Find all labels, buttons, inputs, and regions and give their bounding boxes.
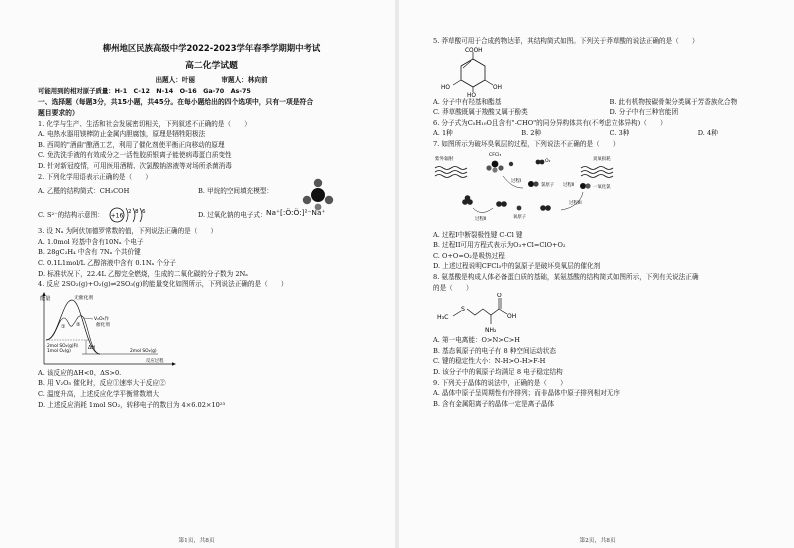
option-d: D. 上述反应消耗 1mol SO₂，转移电子的数目为 4×6.02×10²³ (38, 400, 226, 409)
shell-3: 6 (142, 209, 146, 216)
page-2-content (433, 36, 786, 409)
page-gutter (395, 0, 399, 548)
question-stem: 8. 氨基酸是构成人体必备蛋白质的基础，某氨基酸的结构简式如图所示，下列有关说法正确 (433, 272, 699, 281)
question-stem: 6. 分子式为C₅H₁₀O且含有"-CHO"的同分异构体共有(不考虑立体异构)（ ） (433, 118, 667, 127)
page-1-footer: 第1页，共8页 (178, 538, 215, 544)
option-d: D. 过氧化钠的电子式： (198, 211, 267, 220)
question-4 (38, 279, 385, 410)
question-6 (433, 118, 786, 139)
s-label: S (461, 306, 465, 314)
reactant-label-2: 1mol O₂(g) (47, 348, 71, 354)
option-a: A. 电热水器用镁棒防止金属内胆腐蚀，原理是牺牲阳极法 (38, 130, 206, 139)
option-a: A. 分子中有羟基和酯基 (433, 97, 502, 106)
option-b: B. 过程II可用方程式表示为O₃+Cl=ClO+O₂ (433, 241, 566, 250)
option-a: A. 第一电离能：O>N>C>H (433, 336, 521, 345)
subject-title: 高二化学试题 (185, 61, 238, 71)
dh-label: ΔH (88, 345, 95, 351)
question-5 (433, 36, 786, 118)
energy-profile-diagram (38, 290, 178, 368)
question-9 (433, 378, 786, 410)
question-3 (38, 226, 385, 279)
page-1 (0, 0, 393, 548)
authors-line: 出题人：叶丽 审题人：林向前 (155, 76, 268, 84)
amino-acid-structure (433, 293, 563, 335)
question-stem: 3. 设 Nₐ 为阿伏加德罗常数的值，下列说法正确的是（ ） (38, 227, 218, 236)
option-b: B. 此有机物按碳骨架分类属于芳香族化合物 (609, 97, 738, 106)
sulfide-ion-diagram (108, 206, 152, 224)
cooh-label: COOH (465, 47, 483, 54)
section-heading: 一、选择题（每题3分，共15小题，共45分。在每小题给出的四个选项中，只有一项是符合 (38, 97, 314, 106)
page-1-content (38, 12, 385, 410)
shell-2: 8 (135, 209, 139, 216)
option-d: D. 标准状况下，22.4L 乙醇完全燃烧，生成的二氧化碳的分子数为 2Nₐ (38, 269, 248, 278)
option-d: D. 4种 (697, 129, 718, 138)
question-stem-cont: 的是（ ） (433, 283, 473, 292)
chlorine-atom-label: 氯原子 (541, 182, 555, 188)
oxygen-atom-label: 氧原子 (513, 214, 527, 220)
option-b: B. 用 V₂O₅ 催化时，反应①速率大于反应② (38, 379, 166, 388)
o-label: O (497, 293, 502, 300)
y-axis-label: 能量 (40, 295, 51, 302)
option-c: C. S²⁻的结构示意图： (38, 211, 104, 220)
circle-1: ① (61, 323, 66, 330)
question-1 (38, 119, 385, 172)
option-b: B. 甲烷的空间填充模型： (198, 187, 273, 196)
oh-label: OH (493, 84, 502, 91)
sodium-peroxide-formula: Na⁺[:Ö:Ö:]²⁻Na⁺ (266, 208, 326, 218)
x-axis-label: 反应过程 (146, 358, 164, 364)
question-8 (433, 272, 786, 378)
methane-model-image (300, 176, 336, 212)
option-d: D. 该分子中的氧原子均满足 8 电子稳定结构 (433, 367, 563, 376)
option-c: C. 免洗洗手液的有效成分之一活性胶质银离子能使病毒蛋白质变性 (38, 151, 232, 160)
ozone-depletion-diagram (433, 150, 623, 230)
page-2 (401, 0, 794, 548)
product-label: 2mol SO₃(g) (130, 348, 157, 354)
option-b: B. 西周的"酒曲"酿酒工艺，利用了催化剂使平衡正向移动的原理 (38, 140, 225, 149)
option-b: B. 含有金属阳离子的晶体一定是离子晶体 (433, 399, 555, 408)
question-stem: 7. 如图所示为破坏臭氧层的过程，下列说法不正确的是（ ） (433, 139, 620, 148)
ho-label-2: HO (467, 92, 476, 97)
question-stem: 5. 莽草酸可用于合成药物达菲，其结构简式如图。下列关于莽草酸的说法正确的是（ ） (433, 37, 699, 45)
cfcl3-label: CFCl₃ (489, 152, 502, 158)
option-c: C. 莽草酸既属于羧酸又属于酚类 (433, 108, 528, 117)
nh2-label: NH₂ (485, 327, 497, 335)
process-1-label: 过程I (511, 178, 522, 184)
option-c: C. O+O=O₂是吸热过程 (433, 251, 505, 260)
no-catalyst-label: 无催化剂 (74, 295, 94, 301)
o2-label: O₂ (545, 158, 551, 164)
oh-label: OH (507, 313, 517, 321)
option-b: B. 28gC₂H₄ 中含有 7Nₐ 个共价键 (38, 248, 141, 257)
option-a: A. 晶体中原子呈周期性有序排列；而非晶体中原子排列相对无序 (433, 389, 620, 398)
question-7 (433, 139, 786, 272)
option-c: C. 温度升高，上述反应化学平衡常数增大 (38, 389, 160, 398)
question-stem: 2. 下列化学用语表示正确的是（ ） (38, 172, 152, 181)
question-stem: 4. 反应 2SO₂(g)+O₂(g)⇌2SO₃(g)的能量变化如图所示，下列说法正确的是（ ） (38, 280, 288, 289)
reactant-label: 2mol SO₂(g)和 (47, 343, 78, 349)
circle-2: ② (76, 321, 81, 328)
ho-label-1: HO (441, 84, 450, 91)
option-a: A. 过程I中断裂极性键 C-Cl 键 (433, 230, 523, 239)
process-2-label: 过程II (563, 182, 575, 188)
option-a: A. 1种 (433, 129, 453, 138)
school-title: 柳州地区民族高级中学2022-2023学年春季学期期中考试 (102, 43, 321, 53)
uv-label: 紫外辐射 (435, 156, 454, 162)
option-a: A. 乙醛的结构简式：CH₃COH (38, 187, 130, 196)
option-d: D. 针对新冠疫情，可用医用酒精、次氯酸钠溶液等对场所杀菌消毒 (38, 161, 232, 170)
shell-1: 2 (128, 209, 132, 216)
shikimic-acid-structure (433, 47, 523, 97)
ozone-loss-label: 臭氧损耗 (593, 156, 611, 162)
option-c: C. 键的稳定性大小：N-H>O-H>F-H (433, 357, 546, 366)
option-d: D. 上述过程说明CFCl₃中的氯原子是破坏臭氧层的催化剂 (433, 262, 601, 271)
option-b: B. 基态氧原子的电子有 8 种空间运动状态 (433, 346, 556, 355)
chlorine-monoxide-label: 一氧化氯 (593, 184, 611, 190)
option-a: A. 该反应的ΔH<0、ΔS>0. (38, 368, 122, 377)
h3c-label: H₃C (437, 314, 449, 322)
page-2-footer: 第2页，共8页 (579, 538, 616, 544)
option-d: D. 分子中有三种官能团 (609, 108, 679, 117)
option-b: B. 2种 (521, 129, 542, 138)
catalyst-label-2: 催化剂 (96, 322, 110, 328)
process-2-label-b: 过程II (475, 216, 487, 222)
question-2 (38, 172, 385, 227)
nucleus-charge: +16 (110, 212, 124, 220)
catalyst-label: V₂O₅作 (94, 316, 110, 322)
question-stem: 1. 化学与生产、生活和社会发展密切相关，下列叙述不正确的是（ ） (38, 119, 251, 128)
section-heading-cont: 题目要求的） (38, 108, 79, 117)
option-a: A. 1.0mol 羟基中含有10Nₐ 个电子 (38, 237, 144, 246)
option-c: C. 0.1L1mol/L 乙醇溶液中含有 0.1Nₐ 个分子 (38, 258, 177, 267)
option-c: C. 3种 (609, 129, 630, 138)
question-stem: 9. 下列关于晶体的说法中，正确的是（ ） (433, 378, 567, 387)
atomic-masses: 可能用到的相对原子质量：H-1 C-12 N-14 O-16 Ga-70 As-75 (38, 87, 251, 95)
process-3-label: 过程III (569, 200, 582, 206)
